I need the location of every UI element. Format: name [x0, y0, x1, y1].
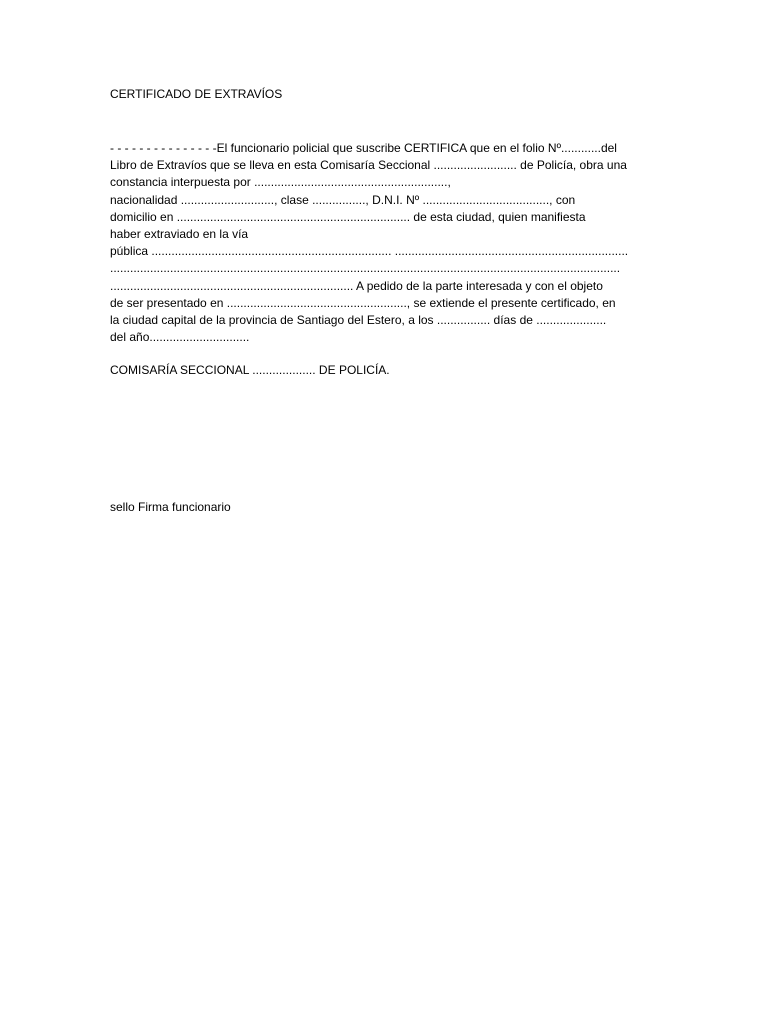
body-line: la ciudad capital de la provincia de Santiago del Estero, a los ................ días de .....................	[110, 312, 607, 327]
body-line: ......................................................................... A pedido de la parte interesada y con el objeto	[110, 278, 603, 293]
body-line: Libro de Extravíos que se lleva en esta Comisaría Seccional ......................... de Policía, obra una	[110, 158, 627, 173]
body-line: pública ........................................................................ ......................................................................	[110, 244, 629, 259]
body-line: constancia interpuesta por ..........................................................,	[110, 175, 451, 190]
signature-line: sello Firma funcionario	[110, 500, 231, 514]
body-line: .........................................................................................................................................................	[110, 261, 621, 276]
body-line: de ser presentado en ......................................................, se extiende el presente certificado, en	[110, 295, 616, 310]
certificate-body	[110, 140, 658, 346]
document-title: CERTIFICADO DE EXTRAVÍOS	[110, 87, 283, 101]
body-line: haber extraviado en la vía	[110, 226, 249, 241]
body-line: nacionalidad ............................, clase ................, D.N.I. Nº ......................................, con	[110, 192, 576, 207]
body-line: del año..............................	[110, 330, 250, 345]
body-line: - - - - - - - - - - - - - - -El funcionario policial que suscribe CERTIFICA que en el folio Nº............del	[110, 141, 617, 155]
body-line: domicilio en ...................................................................... de esta ciudad, quien manifiesta	[110, 209, 586, 224]
comisaria-line: COMISARÍA SECCIONAL ................... DE POLICÍA.	[110, 363, 390, 377]
